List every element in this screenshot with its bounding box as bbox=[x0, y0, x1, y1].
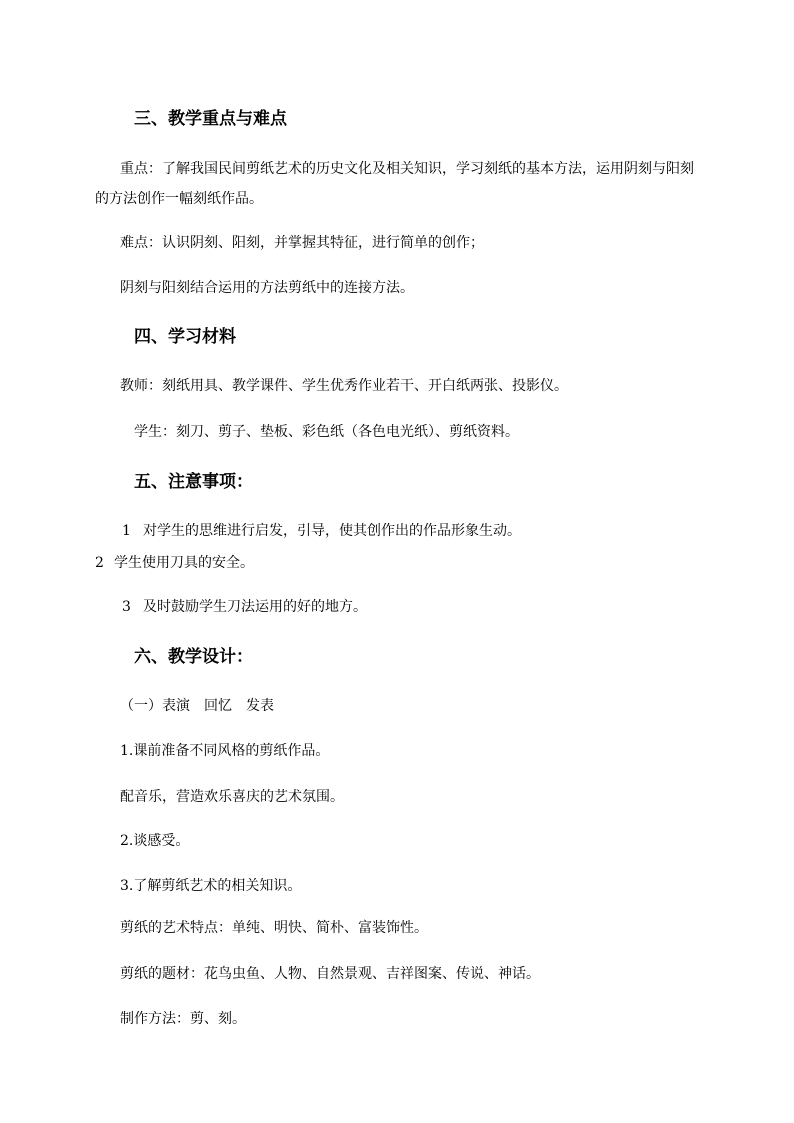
design-paragraph-2: 配音乐，营造欢乐喜庆的艺术氛围。 bbox=[120, 789, 344, 805]
section-heading-4: 四、学习材料 bbox=[134, 327, 236, 347]
design-paragraph-4: 3.了解剪纸艺术的相关知识。 bbox=[120, 878, 302, 894]
subsection-heading-1: （一）表演 回忆 发表 bbox=[120, 698, 274, 714]
key-points-line-1: 重点：了解我国民间剪纸艺术的历史文化及相关知识，学习刻纸的基本方法，运用阴刻与阳刻 bbox=[120, 161, 694, 177]
note-item-1-number: 1 bbox=[122, 523, 131, 539]
section-heading-6: 六、教学设计： bbox=[134, 647, 253, 667]
teacher-materials: 教师：刻纸用具、教学课件、学生优秀作业若干、开白纸两张、投影仪。 bbox=[120, 378, 568, 394]
note-item-2-number: 2 bbox=[95, 555, 104, 571]
note-item-3-number: 3 bbox=[122, 599, 131, 615]
design-paragraph-3: 2.谈感受。 bbox=[120, 833, 190, 849]
section-heading-3: 三、教学重点与难点 bbox=[134, 109, 287, 129]
note-item-3-text: 及时鼓励学生刀法运用的好的地方。 bbox=[143, 599, 367, 615]
difficulty-line: 难点：认识阴刻、阳刻，并掌握其特征，进行简单的创作； bbox=[120, 235, 484, 251]
note-item-2-text: 学生使用刀具的安全。 bbox=[114, 555, 254, 571]
design-paragraph-5: 剪纸的艺术特点：单纯、明快、简朴、富装饰性。 bbox=[120, 920, 428, 936]
design-paragraph-7: 制作方法：剪、刻。 bbox=[120, 1011, 246, 1027]
difficulty-continuation: 阴刻与阳刻结合运用的方法剪纸中的连接方法。 bbox=[120, 280, 414, 296]
key-points-line-2: 的方法创作一幅刻纸作品。 bbox=[95, 191, 263, 207]
design-paragraph-1: 1.课前准备不同风格的剪纸作品。 bbox=[120, 743, 330, 759]
design-paragraph-6: 剪纸的题材：花鸟虫鱼、人物、自然景观、吉祥图案、传说、神话。 bbox=[120, 966, 540, 982]
note-item-1-text: 对学生的思维进行启发，引导，使其创作出的作品形象生动。 bbox=[143, 523, 521, 539]
student-materials: 学生：刻刀、剪子、垫板、彩色纸（各色电光纸）、剪纸资料。 bbox=[134, 424, 519, 440]
section-heading-5: 五、注意事项： bbox=[134, 472, 253, 492]
